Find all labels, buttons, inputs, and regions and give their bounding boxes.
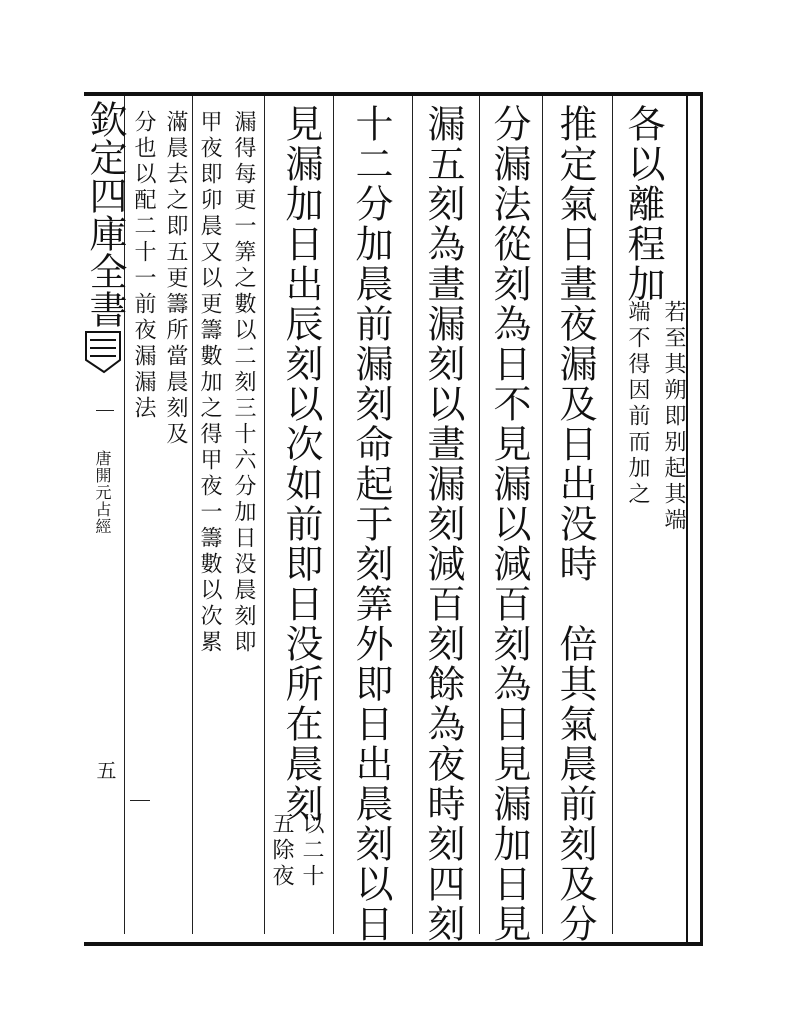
column-1-note-left: 端不得因前而加之 <box>625 300 650 508</box>
column-rule <box>192 96 193 934</box>
column-3-main: 分漏法從刻為日不見漏以減百刻為日見漏加日見 <box>487 104 531 944</box>
column-1-main: 各以離程加 <box>621 104 665 304</box>
column-6-main: 見漏加日出辰刻以次如前即日没所在晨刻 <box>279 104 323 824</box>
margin-tick <box>130 800 150 801</box>
page-border-right-inner <box>686 92 688 942</box>
column-rule <box>612 96 613 934</box>
fish-tail-mark-icon <box>84 330 122 374</box>
column-rule <box>479 96 480 934</box>
column-7-note-4: 分也以配二十一前夜漏漏法 <box>131 110 156 422</box>
column-7-note-1: 漏得每更一筭之數以二刻三十六分加日没晨刻即 <box>231 110 256 656</box>
column-rule <box>333 96 334 934</box>
column-rule <box>264 96 265 934</box>
column-rule <box>542 96 543 934</box>
column-4-main: 漏五刻為晝漏刻以晝漏刻減百刻餘為夜時刻四刻 <box>421 104 465 944</box>
column-6-note-right: 以二十 <box>299 812 324 890</box>
page-number: 五 <box>93 760 117 780</box>
margin-tick <box>96 410 114 411</box>
column-6-note-left: 五除夜 <box>269 812 294 890</box>
source-title: 唐開元占經 <box>93 450 112 535</box>
column-7-note-3: 滿晨去之即五更籌所當晨刻及 <box>163 110 188 448</box>
column-5-main: 十二分加晨前漏刻命起于刻筭外即日出晨刻以日 <box>349 104 393 944</box>
column-rule <box>412 96 413 934</box>
column-1-note-right: 若至其朔即别起其端 <box>661 300 686 534</box>
column-2-main: 推定氣日晝夜漏及日出没時 倍其氣晨前刻及分 <box>553 104 597 944</box>
book-title: 欽定四庫全書 <box>83 100 127 328</box>
column-7-note-2: 甲夜即卯晨又以更籌數加之得甲夜一籌數以次累 <box>197 110 222 656</box>
